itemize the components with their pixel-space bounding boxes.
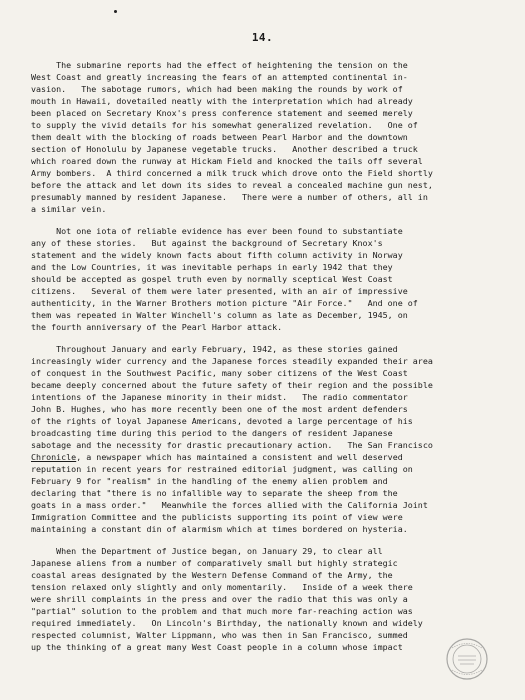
text-line: and the Low Countries, it was inevitable perhaps in early 1942 that they bbox=[31, 262, 393, 272]
text-line: statement and the widely known facts about fifth column activity in Norway bbox=[31, 250, 403, 260]
text-line: became deeply concerned about the future safety of their region and the possible bbox=[31, 380, 433, 390]
text-line: broadcasting time during this period to the dangers of resident Japanese bbox=[31, 428, 393, 438]
text-line: Army bombers. A third concerned a milk truck which drove onto the Field shortly bbox=[31, 168, 433, 178]
text-line: them was repeated in Walter Winchell's column as late as December, 1945, on bbox=[31, 310, 408, 320]
text-line: authenticity, in the Warner Brothers motion picture "Air Force." And one of bbox=[31, 298, 418, 308]
text-line: section of Honolulu by Japanese vegetable trucks. Another described a truck bbox=[31, 144, 418, 154]
text-line: presumably manned by resident Japanese. There were a number of others, all in bbox=[31, 192, 428, 202]
paragraph bbox=[31, 59, 485, 215]
text-line: of the rights of loyal Japanese Americans, devoted a large percentage of his bbox=[31, 416, 413, 426]
text-line: The submarine reports had the effect of heightening the tension on the bbox=[31, 60, 408, 70]
text-line: should be accepted as gospel truth even by normally sceptical West Coast bbox=[31, 274, 393, 284]
paragraph bbox=[31, 545, 485, 653]
text-line: vasion. The sabotage rumors, which had been making the rounds by work of bbox=[31, 84, 403, 94]
text-line: Throughout January and early February, 1942, as these stories gained bbox=[31, 344, 398, 354]
text-line: were shrill complaints in the press and over the radio that this was only a bbox=[31, 594, 408, 604]
text-line: before the attack and let down its sides to reveal a concealed machine gun nest, bbox=[31, 180, 433, 190]
text-line: up the thinking of a great many West Coast people in a column whose impact bbox=[31, 642, 403, 652]
text-line: mouth in Hawaii, dovetailed neatly with the interpretation which had already bbox=[31, 96, 413, 106]
text-line: West Coast and greatly increasing the fears of an attempted continental in- bbox=[31, 72, 408, 82]
page-number: 14. bbox=[251, 31, 274, 44]
text-line: of conquest in the Southwest Pacific, many sober citizens of the West Coast bbox=[31, 368, 408, 378]
text-line: the fourth anniversary of the Pearl Harbor attack. bbox=[31, 322, 283, 332]
text-line: any of these stories. But against the background of Secretary Knox's bbox=[31, 238, 383, 248]
archival-stamp bbox=[444, 636, 490, 682]
text-line: to supply the vivid details for his somewhat generalized revelation. One of bbox=[31, 120, 418, 130]
text-line: them dealt with the blocking of roads between Pearl Harbor and the downtown bbox=[31, 132, 408, 142]
paragraph bbox=[31, 343, 485, 535]
text-line: Chronicle, a newspaper which has maintained a consistent and well deserved bbox=[31, 452, 403, 462]
text-line: respected columnist, Walter Lippmann, who was then in San Francisco, summed bbox=[31, 630, 408, 640]
text-line: intentions of the Japanese minority in their midst. The radio commentator bbox=[31, 392, 408, 402]
text-line: coastal areas designated by the Western Defense Command of the Army, the bbox=[31, 570, 393, 580]
text-line: "partial" solution to the problem and that much more far-reaching action was bbox=[31, 606, 413, 616]
text-line: Japanese aliens from a number of comparatively small but highly strategic bbox=[31, 558, 398, 568]
text-line: When the Department of Justice began, on January 29, to clear all bbox=[31, 546, 383, 556]
text-line: been placed on Secretary Knox's press conference statement and seemed merely bbox=[31, 108, 413, 118]
text-line: sabotage and the necessity for drastic precautionary action. The San Francisco bbox=[31, 440, 433, 450]
speck-mark bbox=[114, 10, 117, 13]
text-line: goats in a mass order." Meanwhile the forces allied with the California Joint bbox=[31, 500, 428, 510]
text-line: a similar vein. bbox=[31, 204, 107, 214]
text-line: citizens. Several of them were later presented, with an air of impressive bbox=[31, 286, 408, 296]
paragraph bbox=[31, 225, 485, 333]
text-line: required immediately. On Lincoln's Birthday, the nationally known and widely bbox=[31, 618, 423, 628]
text-line: Immigration Committee and the publicists supporting its point of view were bbox=[31, 512, 403, 522]
text-line: Not one iota of reliable evidence has ever been found to substantiate bbox=[31, 226, 403, 236]
text-line: tension relaxed only slightly and only momentarily. Inside of a week there bbox=[31, 582, 413, 592]
text-line: which roared down the runway at Hickam Field and knocked the tails off several bbox=[31, 156, 423, 166]
text-line: February 9 for "realism" in the handling of the enemy alien problem and bbox=[31, 476, 388, 486]
text-line: increasingly wider currency and the Japanese forces steadily expanded their area bbox=[31, 356, 433, 366]
text-line: declaring that "there is no infallible way to separate the sheep from the bbox=[31, 488, 398, 498]
text-line: maintaining a constant din of alarmism which at times bordered on hysteria. bbox=[31, 524, 408, 534]
body-text bbox=[31, 59, 485, 662]
text-line: reputation in recent years for restrained editorial judgment, was calling on bbox=[31, 464, 413, 474]
text-line: John B. Hughes, who has more recently been one of the most ardent defenders bbox=[31, 404, 408, 414]
